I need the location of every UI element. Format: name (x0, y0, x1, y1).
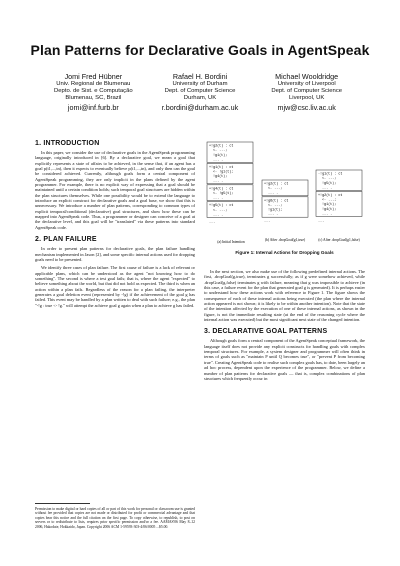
author-name: Michael Wooldridge (275, 72, 339, 81)
author-affiliation: University of Liverpool (277, 81, 336, 87)
author-email: jomi@inf.furb.br (67, 102, 119, 112)
intention-stack-a (207, 142, 253, 224)
author-email: r.bordini@durham.ac.uk (161, 102, 239, 112)
code-line: ... . (268, 191, 279, 196)
section-heading: 1. INTRODUCTION (35, 140, 100, 147)
code-line: +!g1(t) : ct (209, 166, 234, 170)
author-2 (147, 72, 254, 112)
code-line: !g5(t); (322, 181, 337, 186)
code-line: +!g2(t) : ct (264, 182, 289, 187)
code-line: <- ...; (213, 208, 228, 213)
stack-ellipsis: ... (318, 219, 325, 224)
author-city: Blumenau, SC, Brazil (65, 95, 122, 102)
stack-ellipsis: ... (209, 220, 216, 225)
code-line: <- !g1(t); (213, 170, 234, 175)
left-column (35, 140, 195, 311)
code-line: !g1(t); (268, 208, 283, 213)
code-line: <- ...; (322, 177, 337, 182)
code-line: !g4(t); (213, 175, 228, 180)
copyright-footnote (35, 503, 195, 529)
author-city: Durham, UK (183, 95, 217, 102)
stack-ellipsis: ... (264, 220, 271, 225)
code-line: <- ...; (322, 198, 337, 203)
code-line: ... . (322, 186, 333, 191)
code-line: ... . (213, 213, 224, 218)
figure-caption: Figure 1: Internal Actions for Dropping Goals (235, 250, 334, 255)
code-line: +!g2(t) : ct (318, 194, 343, 198)
author-1 (40, 72, 147, 112)
author-name: Jomi Fred Hübner (64, 72, 123, 81)
code-line: +!g5(t) : ct (209, 204, 234, 209)
code-line: ... . (213, 179, 224, 184)
code-line: +!g6(t) : ct (264, 199, 289, 204)
author-3 (253, 72, 360, 112)
subcaption-b: (b) After .dropGoal(g1,true) (264, 238, 306, 242)
author-dept: Dept. of Computer Science (271, 88, 343, 95)
section-heading: 2. PLAN FAILURE (35, 236, 97, 244)
paragraph: In order to present plan patterns for declarative goals, the plan failure handling mechanism implemented in Jason [2], and some specific internal actions used for dropping goals need to be presented. (35, 246, 195, 262)
code-line: <- !g5(t); (213, 192, 234, 196)
section-heading: 3. DECLARATIVE GOAL PATTERNS (204, 328, 328, 336)
paper-title: Plan Patterns for Declarative Goals in AgentSpeak (30, 42, 370, 58)
code-line: <- ...; (268, 204, 283, 208)
code-line: ... . (268, 213, 279, 218)
author-affiliation: Univ. Regional de Blumenau (56, 81, 131, 87)
code-line: -!g1(t) : ct (318, 172, 343, 177)
code-line: <- ...; (213, 149, 228, 154)
author-affiliation: University of Durham (172, 81, 228, 87)
figure-diagram (204, 140, 365, 248)
author-dept: Dept. of Computer Science (164, 88, 236, 95)
author-name: Rafael H. Bordini (172, 72, 228, 81)
author-dept: Depto. de Sist. e Computação (54, 88, 133, 95)
figure-1 (204, 140, 365, 262)
code-line: +!g4(t) : ct (209, 187, 234, 192)
paragraph: In this paper, we consider the use of declarative goals in the AgentSpeak programming language, originally introduced in [6]. By a declarative goal, we mean a goal that explicitly represents a state of affairs to be achieved, in the sense that, if an agent has a goal p(t1,...,tn), then it expects to eventually believe p(t1,...,tn), and only then can the goal be considered achieved. Currently, although goals form a central component of AgentSpeak programming, they are only implicit in the plans defined by the agent programmer. For example, there is no explicit way of expressing that a goal should be maintained until a certain condition holds; such temporal goal structures are hidden within the plan structures themselves. While one possibility would be to extend the language to introduce an explicit construct for declarative goals and a goal base, we show that this is unnecessary. We introduce a number of plan patterns, corresponding to common types of explicit temporal/conditional (declarative) goal structures, and show how these can be mapped into AgentSpeak code. Thus, a programmer or designer can conceive of a goal at the declarative level, and this goal will be "translated" via these patterns into standard AgentSpeak code. (35, 150, 195, 230)
footnote-text: Permission to make digital or hard copies of all or part of this work for personal or classroom use is granted without fee provided that copies are not made or distributed for profit or commercial advantage and that copies bear this notice and the full citation on the first page. To copy otherwise, to republish, to post on servers or to redistribute to lists, requires prior specific permission and/or a fee. AAMAS'06 May 8–12 2006, Hakodate, Hokkaido, Japan. Copyright 2006 ACM 1-59593-303-4/06/0005 ...$5.00. (35, 507, 195, 529)
code-line: !g4(t); (322, 207, 337, 212)
intention-stack-b (262, 180, 308, 224)
author-email: mjw@csc.liv.ac.uk (277, 102, 336, 112)
code-line: !g1(t); (213, 153, 228, 158)
author-city: Liverpool, UK (288, 95, 325, 102)
subcaption-a: (a) Initial Intention (217, 240, 245, 244)
right-column (204, 269, 365, 384)
code-line: ... . (213, 158, 224, 163)
paragraph: In the next section, we also make use of the following predefined internal actions. The first, .dropGoal(g,true), terminates g successfully; as if g were somehow achieved, while .dropGoal(g,false) terminates g with failure, meaning that g was impossible to achieve (in this case, a failure event for the plan that generated goal g is generated). It is perhaps easier to understand how these actions work with reference to Figure 1. The figure shows the consequence of each of these internal actions being executed (the plan where the internal action appeared is not shown; it is likely to be within another intention). Note that the state of the intention affected by the execution of one of these internal actions, as shown in the figure, is not the immediate resulting state (at the end of the reasoning cycle where the internal action was executed) but the most significant next state of the changed intention. (204, 269, 365, 323)
paragraph: We identify three cases of plan failure. The first cause of failure is a lack of relevant or applicable plans, which can be understood as the agent "not knowing how to do something". The second is where a test goal fails; that is, where the agent "expected" to believe something about the world, but that did not hold as expected. The third is when an action within a plan fails. Regardless of the reason for a plan failing, the interpreter generates a goal deletion event (represented by -!g) if the achievement of the goal g has failed. This event may be handled by a plan written to deal with such failure; e.g., the plan "-!g : true <- !g." will attempt the achieve goal g again when a plan to achieve g has failed. (35, 265, 195, 308)
author-block (40, 72, 360, 112)
paragraph: Although goals form a central component of the AgentSpeak conceptual framework, the language itself does not provide any explicit constructs for handling goals with complex temporal structures. For example, a system designer and programmer will often think in terms of goals such as "maintain P until Q becomes true", or "prevent P from becoming true". Creating AgentSpeak code to realise such complex goals has, to date, been largely an ad hoc process, dependent upon the experience of the programmer. Below, we define a number of plan patterns for declarative goals — that is, complex combinations of plan structures which frequently occur in (204, 338, 365, 381)
code-line: +!g2(t) : ct (209, 144, 234, 149)
code-line: ... . (213, 196, 224, 201)
intention-stack-c (316, 170, 362, 223)
code-line: <- ...; (268, 187, 283, 192)
code-line: ... . (322, 212, 333, 217)
footnote-rule (35, 503, 90, 504)
code-line: !g1(t); (322, 203, 337, 208)
subcaption-c: (c) After .dropGoal(g1,false) (318, 238, 360, 242)
